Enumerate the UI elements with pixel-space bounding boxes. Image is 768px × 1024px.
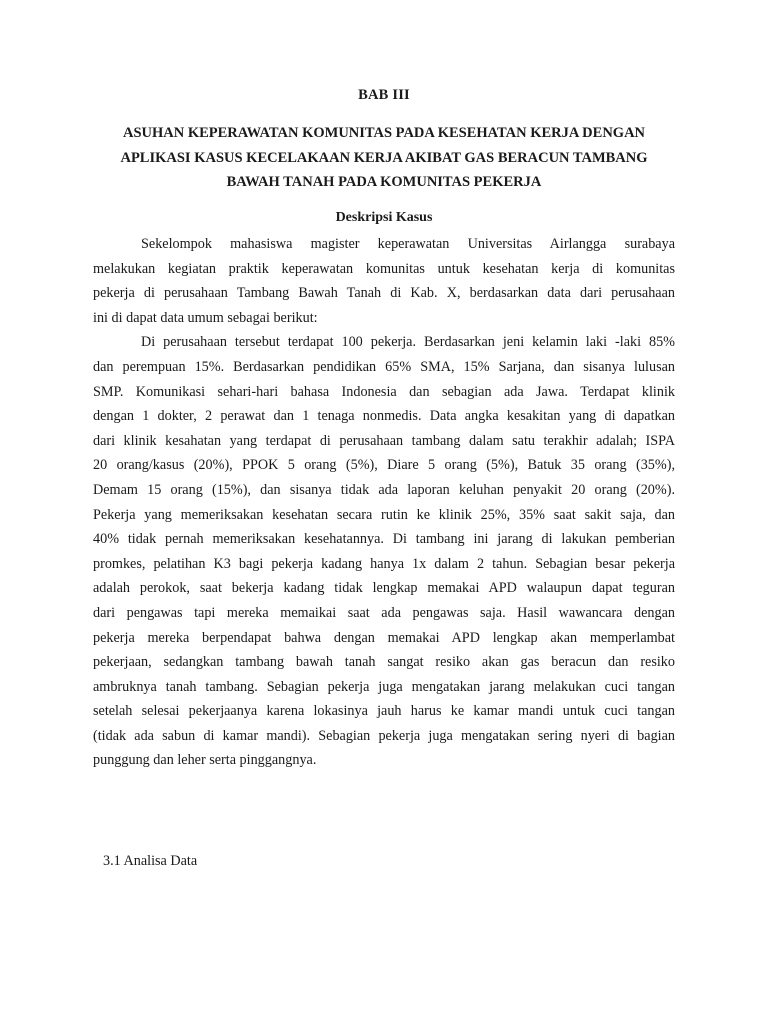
text-line: dari klinik kesahatan yang terdapat di perusahaan tambang dalam satu terakhir adalah; ISPA xyxy=(93,432,675,449)
text-line: promkes, pelatihan K3 bagi pekerja kadang hanya 1x dalam 2 tahun. Sebagian besar pekerja xyxy=(93,555,675,572)
document-title xyxy=(94,121,674,195)
text-line: Sekelompok mahasiswa magister keperawatan Universitas Airlangga surabaya xyxy=(141,236,675,252)
text-line: ambruknya tanah tambang. Sebagian pekerja juga mengatakan jarang melakukan cuci tangan xyxy=(93,678,675,695)
text-line: 20 orang/kasus (20%), PPOK 5 orang (5%), Diare 5 orang (5%), Batuk 35 orang (35%), xyxy=(93,457,675,474)
text-line: adalah perokok, saat bekerja kadang tidak lengkap memakai APD walaupun dapat teguran xyxy=(93,580,675,597)
text-line: ini di dapat data umum sebagai berikut: xyxy=(93,309,318,326)
title-line: BAWAH TANAH PADA KOMUNITAS PEKERJA xyxy=(226,174,542,190)
text-line: pekerja di perusahaan Tambang Bawah Tanah di Kab. X, berdasarkan data dari perusahaan xyxy=(93,285,675,302)
text-line: (tidak ada sabun di kamar mandi). Sebagian pekerja juga mengatakan sering nyeri di bagian xyxy=(93,727,675,744)
text-line: punggung dan leher serta pinggangnya. xyxy=(93,752,317,769)
text-line: dan perempuan 15%. Berdasarkan pendidikan 65% SMA, 15% Sarjana, dan sisanya lulusan xyxy=(93,358,675,375)
section-heading-analisa-data: 3.1 Analisa Data xyxy=(103,853,198,869)
title-line: APLIKASI KASUS KECELAKAAN KERJA AKIBAT GAS BERACUN TAMBANG xyxy=(120,149,648,166)
body-text xyxy=(93,232,675,773)
text-line: melakukan kegiatan praktik keperawatan komunitas untuk kesehatan kerja di komunitas xyxy=(93,260,675,277)
title-line: ASUHAN KEPERAWATAN KOMUNITAS PADA KESEHATAN KERJA DENGAN xyxy=(122,125,646,141)
text-line: Pekerja yang memeriksakan kesehatan secara rutin ke klinik 25%, 35% saat sakit saja, dan xyxy=(93,506,675,523)
text-line: dari pengawas tapi mereka memaikai saat ada pengawas saja. Hasil wawancara dengan xyxy=(93,604,675,621)
paragraph-2 xyxy=(93,330,675,773)
text-line: dengan 1 dokter, 2 perawat dan 1 tenaga nonmedis. Data angka kesakitan yang di dapatkan xyxy=(93,408,675,425)
chapter-heading: BAB III xyxy=(358,87,410,103)
text-line: Demam 15 orang (15%), dan sisanya tidak ada laporan keluhan penyakit 20 orang (20%). xyxy=(93,481,675,498)
text-line: SMP. Komunikasi sehari-hari bahasa Indonesia dan sebagian ada Jawa. Terdapat klinik xyxy=(93,383,675,400)
text-line: setelah selesai pekerjaanya karena lokasinya jauh harus ke kamar mandi untuk cuci tangan xyxy=(93,703,675,720)
text-line: 40% tidak pernah memeriksakan kesehatannya. Di tambang ini jarang di lakukan pemberian xyxy=(93,531,675,548)
text-line: pekerjaan, sedangkan tambang bawah tanah sangat resiko akan gas beracun dan resiko xyxy=(93,654,675,671)
text-line: Di perusahaan tersebut terdapat 100 pekerja. Berdasarkan jeni kelamin laki -laki 85% xyxy=(141,334,675,351)
paragraph-1 xyxy=(93,232,675,330)
case-description-heading: Deskripsi Kasus xyxy=(335,210,433,225)
text-line: pekerja mereka berpendapat bahwa dengan memakai APD lengkap akan memperlambat xyxy=(93,629,675,646)
